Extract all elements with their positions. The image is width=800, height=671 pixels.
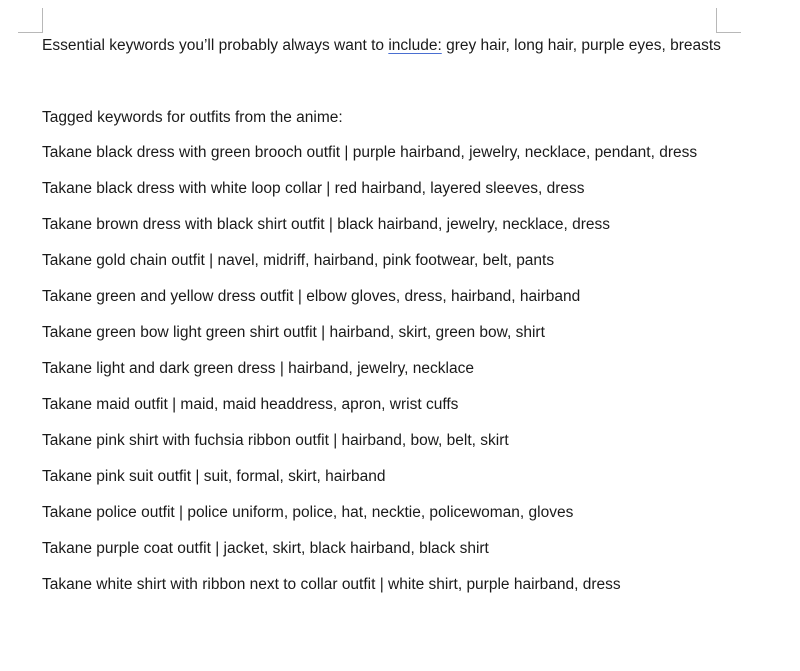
- grammar-flagged-word[interactable]: include:: [388, 37, 442, 54]
- outfit-list: [42, 140, 722, 597]
- margin-corner-top-right: [716, 8, 741, 33]
- outfit-line[interactable]: Takane gold chain outfit | navel, midriff, hairband, pink footwear, belt, pants: [42, 252, 555, 269]
- outfit-line[interactable]: Takane pink suit outfit | suit, formal, skirt, hairband: [42, 468, 386, 485]
- intro-suffix: grey hair, long hair, purple eyes, breasts: [441, 37, 721, 54]
- intro-prefix: Essential keywords you’ll probably always want to: [42, 37, 389, 54]
- outfits-heading[interactable]: Tagged keywords for outfits from the anime:: [42, 109, 343, 126]
- outfit-line[interactable]: Takane maid outfit | maid, maid headdress, apron, wrist cuffs: [42, 396, 459, 413]
- outfit-line[interactable]: Takane brown dress with black shirt outfit | black hairband, jewelry, necklace, dress: [42, 216, 611, 233]
- outfit-line[interactable]: Takane light and dark green dress | hairband, jewelry, necklace: [42, 360, 474, 377]
- outfit-line[interactable]: Takane police outfit | police uniform, police, hat, necktie, policewoman, gloves: [42, 504, 574, 521]
- document-body[interactable]: [42, 33, 722, 608]
- outfit-line[interactable]: Takane black dress with white loop collar | red hairband, layered sleeves, dress: [42, 180, 585, 197]
- outfit-line[interactable]: Takane black dress with green brooch outfit | purple hairband, jewelry, necklace, pendant, dress: [42, 144, 698, 161]
- outfit-line[interactable]: Takane purple coat outfit | jacket, skirt, black hairband, black shirt: [42, 540, 489, 557]
- intro-paragraph[interactable]: [42, 33, 722, 58]
- outfit-line[interactable]: Takane white shirt with ribbon next to collar outfit | white shirt, purple hairband, dress: [42, 576, 621, 593]
- outfit-line[interactable]: Takane green and yellow dress outfit | elbow gloves, dress, hairband, hairband: [42, 288, 581, 305]
- margin-corner-top-left: [18, 8, 43, 33]
- outfit-line[interactable]: Takane pink shirt with fuchsia ribbon outfit | hairband, bow, belt, skirt: [42, 432, 509, 449]
- outfit-line[interactable]: Takane green bow light green shirt outfit | hairband, skirt, green bow, shirt: [42, 324, 545, 341]
